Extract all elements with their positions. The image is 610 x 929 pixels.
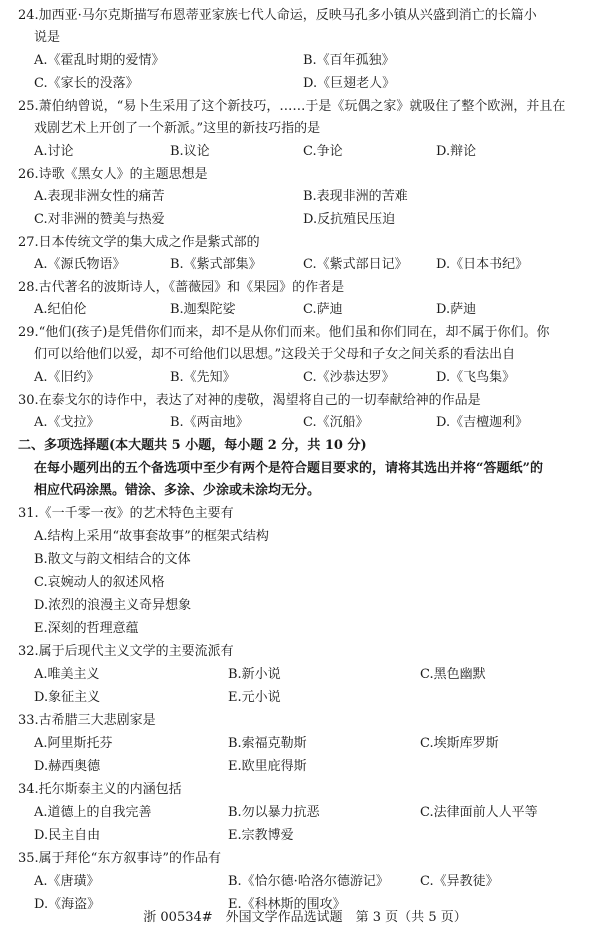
question-24-options-row2 [0,74,610,94]
option-d: D.《吉檀迦利》 [436,415,529,430]
question-29-options [0,368,610,388]
question-28-stem [0,278,610,298]
option-b: B.《恰尔德·哈洛尔德游记》 [228,874,389,889]
option-a: A.讨论 [34,144,74,159]
option-a: A.阿里斯托芬 [34,736,113,751]
option-a: A.纪伯伦 [34,302,87,317]
question-stem-line: 30.在泰戈尔的诗作中，表达了对神的虔敬，渴望将自己的一切奉献给神的作品是 [18,393,481,408]
option-a: A.《源氏物语》 [34,257,126,272]
question-stem-line: 戏剧艺术上开创了一个新派。”这里的新技巧指的是 [34,121,321,136]
question-stem-line: 35.属于拜伦“东方叙事诗”的作品有 [18,851,221,866]
section-title: 二、多项选择题(本大题共 5 小题，每小题 2 分，共 10 分) [18,438,367,453]
question-33-stem [0,711,610,731]
question-32-options-row1 [0,665,610,685]
question-stem-line: 33.古希腊三大悲剧家是 [18,713,156,728]
option-d: D.象征主义 [34,690,101,705]
question-stem-line: 们可以给他们以爱，却不可给他们以思想。”这段关于父母和子女之间关系的看法出自 [34,347,516,362]
question-28-options [0,300,610,320]
option-d: D.民主自由 [34,828,101,843]
option-c: C.《异教徒》 [420,874,499,889]
option-c: C.《紫式部日记》 [303,257,408,272]
option-b: B.勿以暴力抗恶 [228,805,320,820]
option-c: C.萨迪 [303,302,343,317]
option-c: C.黑色幽默 [420,667,486,682]
option-a: A.《霍乱时期的爱情》 [34,53,165,68]
question-31-stem [0,504,610,524]
option-e: E.《科林斯的围攻》 [228,897,346,912]
question-34-stem [0,780,610,800]
question-30-options [0,413,610,433]
option-c: C.《沙恭达罗》 [303,370,395,385]
option-d: D.《日本书纪》 [436,257,529,272]
question-27-options [0,255,610,275]
question-35-options-row1 [0,872,610,892]
question-24-stem-cont [0,28,610,48]
question-stem-line: 25.萧伯纳曾说，“易卜生采用了这个新技巧，……于是《玩偶之家》就吸住了整个欧洲，并且在 [18,99,566,114]
option-b: B.迦梨陀娑 [170,302,236,317]
option-a: A.结构上采用“故事套故事”的框架式结构 [34,529,269,544]
question-26-options-row1 [0,187,610,207]
section-instructions [0,459,610,479]
option-c: C.埃斯库罗斯 [420,736,499,751]
option-c: C.《沉船》 [303,415,369,430]
option-a: A.《旧约》 [34,370,100,385]
question-25-options [0,142,610,162]
question-24-stem [0,6,610,26]
option-c: C.哀婉动人的叙述风格 [34,575,165,590]
question-26-options-row2 [0,210,610,230]
question-stem-line: 24.加西亚·马尔克斯描写布恩蒂亚家族七代人命运，反映马孔多小镇从兴盛到消亡的长篇小 [18,8,537,23]
instruction-line: 在每小题列出的五个备选项中至少有两个是符合题目要求的，请将其选出并将“答题纸”的 [34,461,543,476]
section-heading [0,436,610,456]
instruction-line: 相应代码涂黑。错涂、多涂、少涂或未涂均无分。 [34,483,321,498]
option-a: A.《戈拉》 [34,415,100,430]
question-31-option-b [0,550,610,570]
option-b: B.《紫式部集》 [170,257,262,272]
question-26-stem [0,165,610,185]
question-24-options-row1 [0,51,610,71]
option-d: D.反抗殖民压迫 [303,212,396,227]
option-d: D.《海盗》 [34,897,101,912]
option-d: D.《飞鸟集》 [436,370,516,385]
question-34-options-row1 [0,803,610,823]
option-b: B.议论 [170,144,210,159]
option-e: E.元小说 [228,690,281,705]
question-25-stem [0,97,610,117]
option-d: D.《巨翅老人》 [303,76,396,91]
question-stem-line: 29.“他们(孩子)是凭借你们而来，却不是从你们而来。他们虽和你们同在，却不属于你们。你 [18,325,550,340]
option-a: A.道德上的自我完善 [34,805,152,820]
question-33-options-row1 [0,734,610,754]
option-b: B.表现非洲的苦难 [303,189,408,204]
question-stem-line: 31.《一千零一夜》的艺术特色主要有 [18,506,234,521]
question-33-options-row2 [0,757,610,777]
page-footer: 浙 00534# 外国文学作品选试题 第 3 页（共 5 页） [143,910,467,925]
option-b: B.新小说 [228,667,281,682]
question-27-stem [0,233,610,253]
question-stem-line: 说是 [34,30,61,45]
option-b: B.散文与韵文相结合的文体 [34,552,191,567]
question-stem-line: 28.古代著名的波斯诗人，《蔷薇园》和《果园》的作者是 [18,280,345,295]
question-stem-line: 26.诗歌《黑女人》的主题思想是 [18,167,208,182]
option-e: E.欧里庇得斯 [228,759,307,774]
question-30-stem [0,391,610,411]
option-e: E.宗教博爱 [228,828,294,843]
option-d: D.辩论 [436,144,477,159]
option-b: B.《百年孤独》 [303,53,395,68]
option-a: A.表现非洲女性的痛苦 [34,189,165,204]
section-instructions-cont [0,481,610,501]
question-31-option-a [0,527,610,547]
question-31-option-c [0,573,610,593]
option-c: C.争论 [303,144,343,159]
option-c: C.法律面前人人平等 [420,805,538,820]
option-a: A.唯美主义 [34,667,100,682]
question-stem-line: 32.属于后现代主义文学的主要流派有 [18,644,234,659]
question-35-stem [0,849,610,869]
option-c: C.《家长的没落》 [34,76,139,91]
option-c: C.对非洲的赞美与热爱 [34,212,165,227]
option-d: D.浓烈的浪漫主义奇异想象 [34,598,192,613]
option-b: B.《先知》 [170,370,236,385]
option-a: A.《唐璜》 [34,874,100,889]
option-d: D.萨迪 [436,302,477,317]
option-b: B.索福克勒斯 [228,736,307,751]
question-25-stem-cont [0,119,610,139]
question-29-stem-cont [0,345,610,365]
question-stem-line: 27.日本传统文学的集大成之作是紫式部的 [18,235,260,250]
option-d: D.赫西奥德 [34,759,101,774]
option-b: B.《两亩地》 [170,415,249,430]
question-34-options-row2 [0,826,610,846]
question-31-option-d [0,596,610,616]
question-31-option-e [0,619,610,639]
question-32-options-row2 [0,688,610,708]
question-29-stem [0,323,610,343]
question-stem-line: 34.托尔斯泰主义的内涵包括 [18,782,182,797]
question-32-stem [0,642,610,662]
option-e: E.深刻的哲理意蕴 [34,621,139,636]
